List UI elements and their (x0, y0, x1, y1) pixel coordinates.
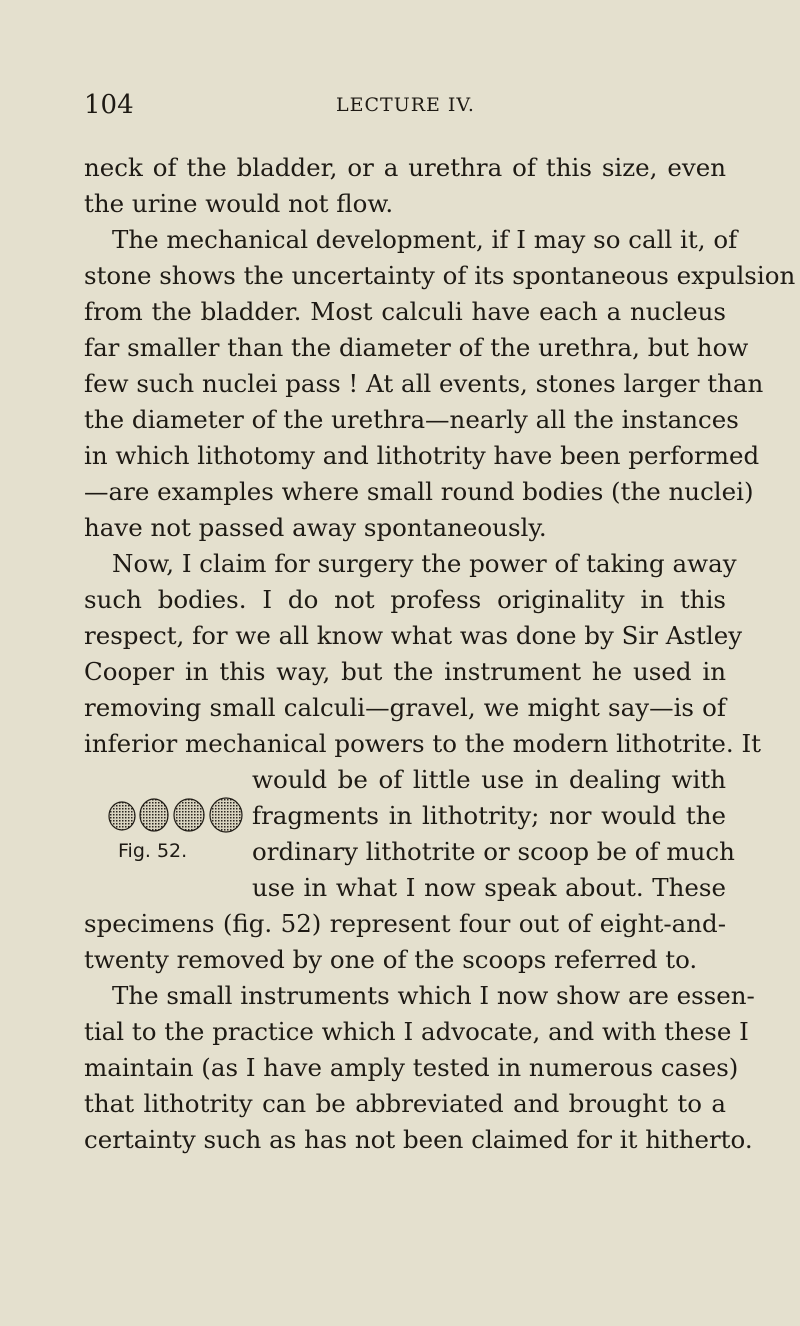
text-line: The small instruments which I now show are essen- (112, 981, 755, 1010)
text-line: maintain (as I have amply tested in numerous cases) (84, 1053, 739, 1082)
text-line: that lithotrity can be abbreviated and brought to a (84, 1089, 726, 1118)
text-line: neck of the bladder, or a urethra of this size, even (84, 153, 726, 182)
text-line: The mechanical development, if I may so call it, of (112, 225, 738, 254)
text-line: such bodies. I do not profess originality in this (84, 585, 726, 614)
text-line: have not passed away spontaneously. (84, 513, 547, 542)
text-line: ordinary lithotrite or scoop be of much (252, 837, 735, 866)
text-line: —are examples where small round bodies (the nuclei) (84, 477, 754, 506)
text-line: certainty such as has not been claimed for it hitherto. (84, 1125, 753, 1154)
text-line: stone shows the uncertainty of its spontaneous expulsion (84, 261, 796, 290)
text-line: specimens (fig. 52) represent four out of eight-and- (84, 909, 726, 938)
text-line: use in what I now speak about. These (252, 873, 726, 902)
text-line: the urine would not flow. (84, 189, 394, 218)
running-head: LECTURE IV. (336, 94, 475, 116)
text-line: far smaller than the diameter of the urethra, but how (84, 333, 749, 362)
text-line: twenty removed by one of the scoops referred to. (84, 945, 698, 974)
text-line: Cooper in this way, but the instrument he used in (84, 657, 726, 686)
page-header (84, 90, 726, 126)
calculi-fragments-icon (104, 796, 254, 836)
text-line: tial to the practice which I advocate, and with these I (84, 1017, 749, 1046)
text-line: would be of little use in dealing with (252, 765, 726, 794)
text-line: fragments in lithotrity; nor would the (252, 801, 726, 830)
figure-caption: Fig. 52. (118, 840, 188, 862)
figure-52 (104, 796, 254, 836)
page-number: 104 (84, 90, 134, 120)
text-line: inferior mechanical powers to the modern lithotrite. It (84, 729, 761, 758)
text-line: respect, for we all know what was done by Sir Astley (84, 621, 743, 650)
text-line: removing small calculi—gravel, we might say—is of (84, 693, 726, 722)
text-line: few such nuclei pass ! At all events, stones larger than (84, 369, 764, 398)
text-line: Now, I claim for surgery the power of taking away (112, 549, 737, 578)
text-line: from the bladder. Most calculi have each a nucleus (84, 297, 726, 326)
text-line: the diameter of the urethra—nearly all the instances (84, 405, 739, 434)
text-line: in which lithotomy and lithotrity have been performed (84, 441, 760, 470)
